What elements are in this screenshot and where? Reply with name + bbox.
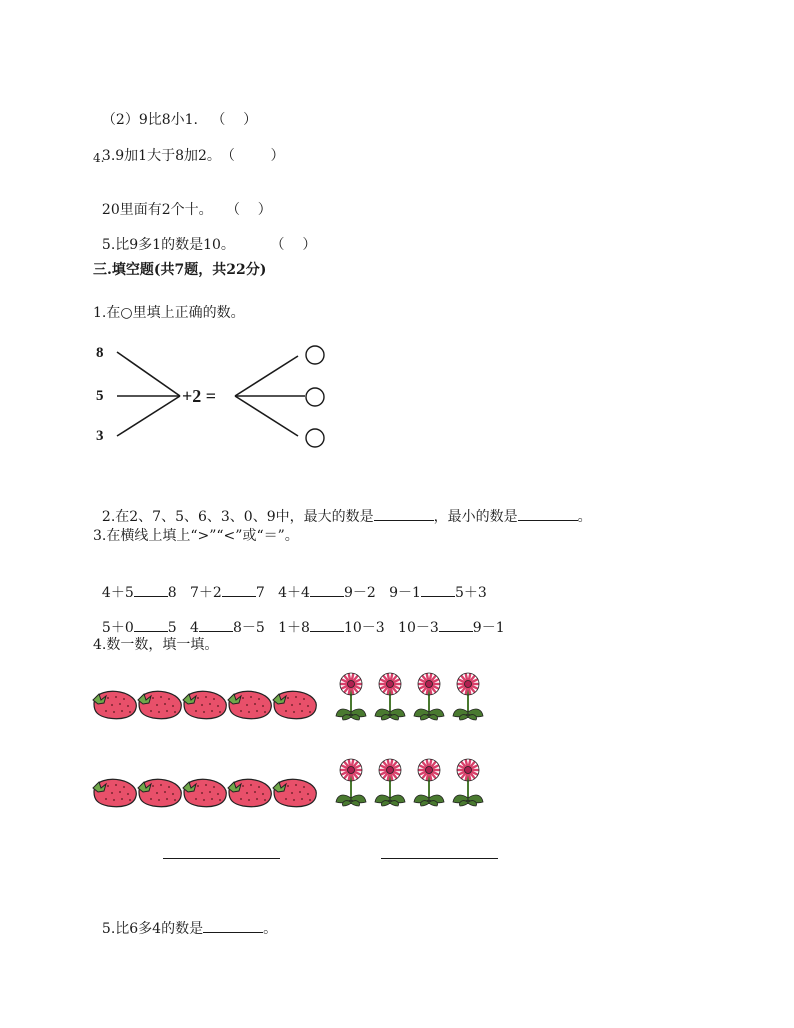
- strawberry-icon: [273, 691, 316, 718]
- fill-q5-prefix: 5.比6多4的数是: [101, 921, 204, 937]
- compare-right: 7: [255, 585, 265, 601]
- compare-blank[interactable]: [134, 582, 168, 597]
- addition-branch-diagram: [93, 336, 333, 456]
- fill-q2-prefix: 2.在2、7、5、6、3、0、9中，最大的数是: [101, 509, 374, 525]
- fill-q2: [93, 490, 592, 525]
- compare-left: 9－1: [389, 585, 421, 601]
- flower-icon: [336, 759, 366, 806]
- fill-q4-prompt: 4.数一数，填一填。: [93, 637, 219, 653]
- judge-q5-answer-paren[interactable]: （ ）: [270, 237, 317, 253]
- strawberry-icon: [183, 691, 226, 718]
- fill-q1-prompt: 1.在○里填上正确的数。: [93, 305, 245, 321]
- flower-icon: [375, 673, 405, 720]
- judge-q3: [93, 132, 285, 164]
- compare-blank[interactable]: [439, 617, 473, 632]
- compare-blank[interactable]: [310, 582, 344, 597]
- fill-q2-suffix: 。: [577, 509, 592, 525]
- fill-q5-blank[interactable]: [203, 918, 263, 933]
- answer-circle-3[interactable]: [306, 429, 324, 447]
- right-branch-bottom: [235, 396, 298, 436]
- fill-q2-mid: ，最小的数是: [433, 509, 518, 525]
- judge-q5-text: 5.比9多1的数是10。: [101, 237, 235, 253]
- flower-icon: [375, 759, 405, 806]
- judge-q3-answer-paren[interactable]: （ ）: [220, 148, 285, 164]
- left-number-2: 5: [96, 388, 104, 404]
- compare-left: 5＋0: [101, 620, 134, 636]
- strawberry-icon: [93, 779, 136, 806]
- compare-blank[interactable]: [134, 617, 168, 632]
- compare-blank[interactable]: [421, 582, 455, 597]
- judge-q4: [93, 186, 272, 218]
- compare-left: 4＋5: [101, 585, 134, 601]
- fill-q5-suffix: 。: [263, 921, 278, 937]
- flower-row-1: [334, 670, 494, 722]
- fill-q3-prompt: 3.在横线上填上“>”“<”或“＝”。: [93, 528, 299, 544]
- compare-blank[interactable]: [199, 617, 233, 632]
- strawberry-icon: [183, 779, 226, 806]
- fill-q2-blank-min[interactable]: [518, 506, 578, 521]
- flower-icon: [336, 673, 366, 720]
- flower-row-2: [334, 756, 494, 808]
- strawberry-icon: [138, 779, 181, 806]
- compare-left: 4＋4: [278, 585, 310, 601]
- compare-right: 8: [167, 585, 177, 601]
- operator-plus-two: +2 =: [182, 386, 217, 406]
- compare-left: 1＋8: [278, 620, 310, 636]
- judge-q2-text: 9比8小1.: [138, 112, 198, 128]
- compare-left: 10－3: [398, 620, 439, 636]
- fill-q5: [93, 902, 277, 937]
- answer-circle-1[interactable]: [306, 346, 324, 364]
- judge-q4-text: 20里面有2个十。: [101, 202, 213, 218]
- strawberry-icon: [273, 779, 316, 806]
- compare-right: 9－1: [472, 620, 505, 636]
- judge-q2-label: （2）: [101, 112, 139, 128]
- strawberry-row-2: [92, 772, 322, 812]
- compare-blank[interactable]: [222, 582, 256, 597]
- flower-icon: [414, 673, 444, 720]
- compare-left: 4: [190, 620, 199, 636]
- judge-q4-answer-paren[interactable]: （ ）: [226, 202, 272, 218]
- strawberry-row-1: [92, 684, 322, 724]
- judge-q2-answer-paren[interactable]: （ ）: [211, 112, 258, 128]
- judge-q5: [93, 221, 316, 253]
- left-branch-bottom: [117, 396, 180, 436]
- compare-right: 9－2: [343, 585, 376, 601]
- right-branch-top: [235, 356, 298, 396]
- compare-row-2: [93, 601, 505, 636]
- flower-icon: [453, 673, 483, 720]
- left-branch-top: [117, 352, 180, 396]
- judge-q3-text: 3.9加1大于8加2。: [101, 148, 221, 164]
- strawberry-icon: [228, 691, 271, 718]
- judge-q4-number: 4.: [93, 151, 105, 165]
- judge-q2: [93, 96, 257, 128]
- compare-blank[interactable]: [310, 617, 344, 632]
- flower-icon: [414, 759, 444, 806]
- strawberry-count-answer-line[interactable]: [163, 858, 280, 859]
- compare-right: 10－3: [343, 620, 385, 636]
- compare-row-1: [93, 566, 487, 601]
- flower-icon: [453, 759, 483, 806]
- left-number-1: 8: [96, 345, 104, 361]
- compare-right: 5＋3: [454, 585, 487, 601]
- compare-right: 8－5: [232, 620, 265, 636]
- compare-left: 7＋2: [190, 585, 222, 601]
- flower-count-answer-line[interactable]: [381, 858, 498, 859]
- section-heading: 三.填空题(共7题，共22分): [93, 262, 267, 278]
- left-number-3: 3: [96, 428, 104, 444]
- fill-q2-blank-max[interactable]: [374, 506, 434, 521]
- strawberry-icon: [138, 691, 181, 718]
- strawberry-icon: [93, 691, 136, 718]
- answer-circle-2[interactable]: [306, 388, 324, 406]
- compare-right: 5: [167, 620, 177, 636]
- strawberry-icon: [228, 779, 271, 806]
